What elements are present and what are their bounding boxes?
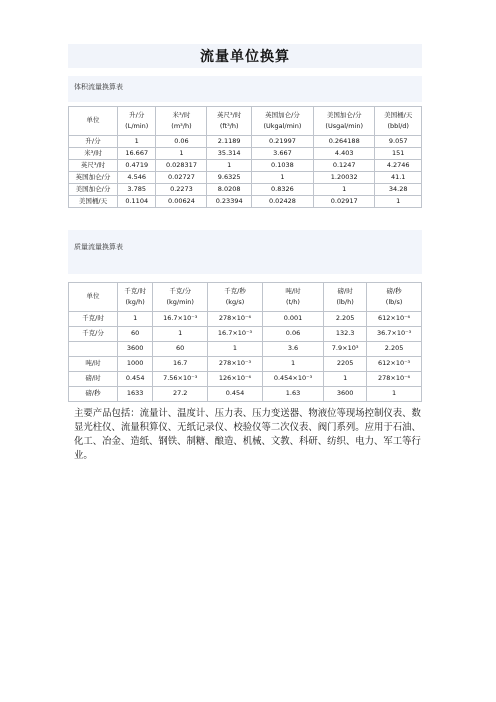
table-cell: 3.785 (118, 184, 156, 196)
table-cell: 7.9×10³ (324, 342, 367, 357)
table-cell: 1 (324, 372, 367, 387)
corner-cell: 单位 (69, 107, 118, 136)
table-row (69, 136, 422, 148)
column-name: 米³/时 (172, 111, 191, 120)
column-name: 千克/分 (169, 287, 192, 296)
table-header-row (69, 107, 422, 136)
column-name: 美国桶/天 (384, 111, 413, 120)
table-cell: 0.2273 (156, 184, 207, 196)
table-cell: 16.667 (118, 148, 156, 160)
table-cell: 9.6325 (207, 172, 251, 184)
table-cell: 2.205 (367, 342, 422, 357)
table-cell: 27.2 (153, 387, 208, 402)
table-cell: 1.20032 (313, 172, 374, 184)
table-cell: 2205 (324, 357, 367, 372)
column-name: 美国加仑/分 (326, 111, 362, 120)
table-cell: 0.4719 (118, 160, 156, 172)
column-unit: (m³/h) (171, 121, 192, 130)
table-cell: 0.06 (262, 327, 323, 342)
table-row (69, 312, 422, 327)
table-cell: 3.667 (251, 148, 313, 160)
table-cell: 0.1038 (251, 160, 313, 172)
table-cell: 34.28 (375, 184, 422, 196)
table-cell: 60 (153, 342, 208, 357)
table-cell: 278×10⁻⁶ (367, 372, 422, 387)
mass-section-heading: 质量流量换算表 (74, 243, 123, 251)
table-cell: 16.7×10⁻³ (208, 327, 263, 342)
column-header (251, 107, 313, 136)
table-cell: 1633 (118, 387, 153, 402)
table-cell: 1 (118, 136, 156, 148)
column-name: 吨/时 (285, 287, 301, 296)
row-label: 千克/时 (69, 312, 118, 327)
row-label: 美国桶/天 (69, 196, 118, 208)
table-cell: 0.454×10⁻³ (262, 372, 323, 387)
table-cell: 4.2746 (375, 160, 422, 172)
table-cell: 278×10⁻³ (208, 357, 263, 372)
table-cell: 9.057 (375, 136, 422, 148)
table-cell: 0.21997 (251, 136, 313, 148)
table-row (69, 342, 422, 357)
table-cell: 1 (262, 357, 323, 372)
column-header (118, 283, 153, 312)
table-row (69, 184, 422, 196)
table-cell: 0.1104 (118, 196, 156, 208)
table-cell: 0.1247 (313, 160, 374, 172)
column-name: 千克/秒 (224, 287, 246, 296)
column-header (375, 107, 422, 136)
table-cell: 0.028317 (156, 160, 207, 172)
table-cell: 36.7×10⁻³ (367, 327, 422, 342)
corner-cell: 单位 (69, 283, 118, 312)
table-cell: 0.8326 (251, 184, 313, 196)
row-label: 磅/时 (69, 372, 118, 387)
table-cell: 132.3 (324, 327, 367, 342)
column-header (262, 283, 323, 312)
table-row (69, 357, 422, 372)
table-row (69, 196, 422, 208)
table-cell: 4.546 (118, 172, 156, 184)
column-unit: (ft³/h) (219, 121, 239, 130)
table-cell: 3.6 (262, 342, 323, 357)
column-unit: (kg/s) (225, 297, 245, 306)
page-title: 流量单位换算 (200, 49, 290, 65)
column-unit: (lb/s) (385, 297, 403, 306)
row-label: 千克/分 (69, 327, 118, 342)
table-cell: 1 (156, 148, 207, 160)
mass-flow-table (68, 282, 422, 402)
section-band-mass (68, 230, 422, 274)
table-cell: 1 (251, 172, 313, 184)
column-header (156, 107, 207, 136)
table-cell: 0.02428 (251, 196, 313, 208)
column-header (207, 107, 251, 136)
column-unit: (Usgal/min) (325, 121, 363, 130)
column-header (153, 283, 208, 312)
table-cell: 0.06 (156, 136, 207, 148)
products-paragraph: 主要产品包括：流量计、温度计、压力表、压力变送器、物液位等现场控制仪表、数显光柱仪、流量积算仪、无纸记录仪、校验仪等二次仪表、阀门系列。应用于石油、化工、冶金、造纸、钢铁、制糖、酿造、机械、文教、科研、纺织、电力、军工等行业。 (74, 408, 421, 461)
column-header (118, 107, 156, 136)
table-cell: 0.001 (262, 312, 323, 327)
table-row (69, 372, 422, 387)
table-cell: 16.7 (153, 357, 208, 372)
row-label: 英国加仑/分 (69, 172, 118, 184)
table-row (69, 148, 422, 160)
column-name: 磅/时 (337, 287, 353, 296)
column-header (324, 283, 367, 312)
table-cell: 0.02727 (156, 172, 207, 184)
table-row (69, 327, 422, 342)
column-unit: (kg/h) (125, 297, 145, 306)
table-cell: 41.1 (375, 172, 422, 184)
table-cell: 4.403 (313, 148, 374, 160)
column-name: 英尺³/时 (217, 111, 242, 120)
table-cell: 7.56×10⁻³ (153, 372, 208, 387)
column-name: 升/分 (129, 111, 145, 120)
table-row (69, 172, 422, 184)
table-cell: 16.7×10⁻³ (153, 312, 208, 327)
row-label: 吨/时 (69, 357, 118, 372)
volume-section-heading: 体积流量换算表 (74, 83, 123, 91)
table-row (69, 387, 422, 402)
table-cell: 1 (375, 196, 422, 208)
column-unit: (t/h) (286, 297, 300, 306)
column-name: 千克/时 (124, 287, 146, 296)
table-cell: 0.02917 (313, 196, 374, 208)
row-label: 美国加仑/分 (69, 184, 118, 196)
table-cell: 1 (153, 327, 208, 342)
table-cell: 0.454 (118, 372, 153, 387)
table-cell: 612×10⁻³ (367, 357, 422, 372)
table-cell: 3600 (118, 342, 153, 357)
table-cell: 0.454 (208, 387, 263, 402)
table-cell: 60 (118, 327, 153, 342)
table-cell: 2.205 (324, 312, 367, 327)
table-row (69, 160, 422, 172)
table-cell: 151 (375, 148, 422, 160)
table-cell: 2.1189 (207, 136, 251, 148)
volume-flow-table (68, 106, 422, 208)
column-header (313, 107, 374, 136)
table-cell: 0.00624 (156, 196, 207, 208)
table-cell: 0.23394 (207, 196, 251, 208)
table-cell: 1 (118, 312, 153, 327)
table-cell: 35.314 (207, 148, 251, 160)
row-label: 米³/时 (69, 148, 118, 160)
column-unit: (L/min) (125, 121, 149, 130)
row-label: 磅/秒 (69, 387, 118, 402)
column-unit: (Ukgal/min) (263, 121, 302, 130)
table-cell: 1000 (118, 357, 153, 372)
table-cell: 1.63 (262, 387, 323, 402)
table-cell: 1 (313, 184, 374, 196)
column-header (367, 283, 422, 312)
table-cell: 1 (367, 387, 422, 402)
row-label: 升/分 (69, 136, 118, 148)
table-cell: 1 (208, 342, 263, 357)
table-cell: 278×10⁻⁶ (208, 312, 263, 327)
column-unit: (bbl/d) (387, 121, 409, 130)
table-cell: 3600 (324, 387, 367, 402)
table-cell: 612×10⁻⁶ (367, 312, 422, 327)
column-header (208, 283, 263, 312)
column-unit: (lb/h) (336, 297, 354, 306)
table-cell: 0.264188 (313, 136, 374, 148)
table-cell: 1 (207, 160, 251, 172)
table-header-row (69, 283, 422, 312)
row-label: 英尺³/时 (69, 160, 118, 172)
column-name: 英国加仑/分 (265, 111, 300, 120)
column-name: 磅/秒 (386, 287, 402, 296)
row-label (69, 342, 118, 357)
column-unit: (kg/min) (166, 297, 194, 306)
table-cell: 8.0208 (207, 184, 251, 196)
table-cell: 126×10⁻⁶ (208, 372, 263, 387)
